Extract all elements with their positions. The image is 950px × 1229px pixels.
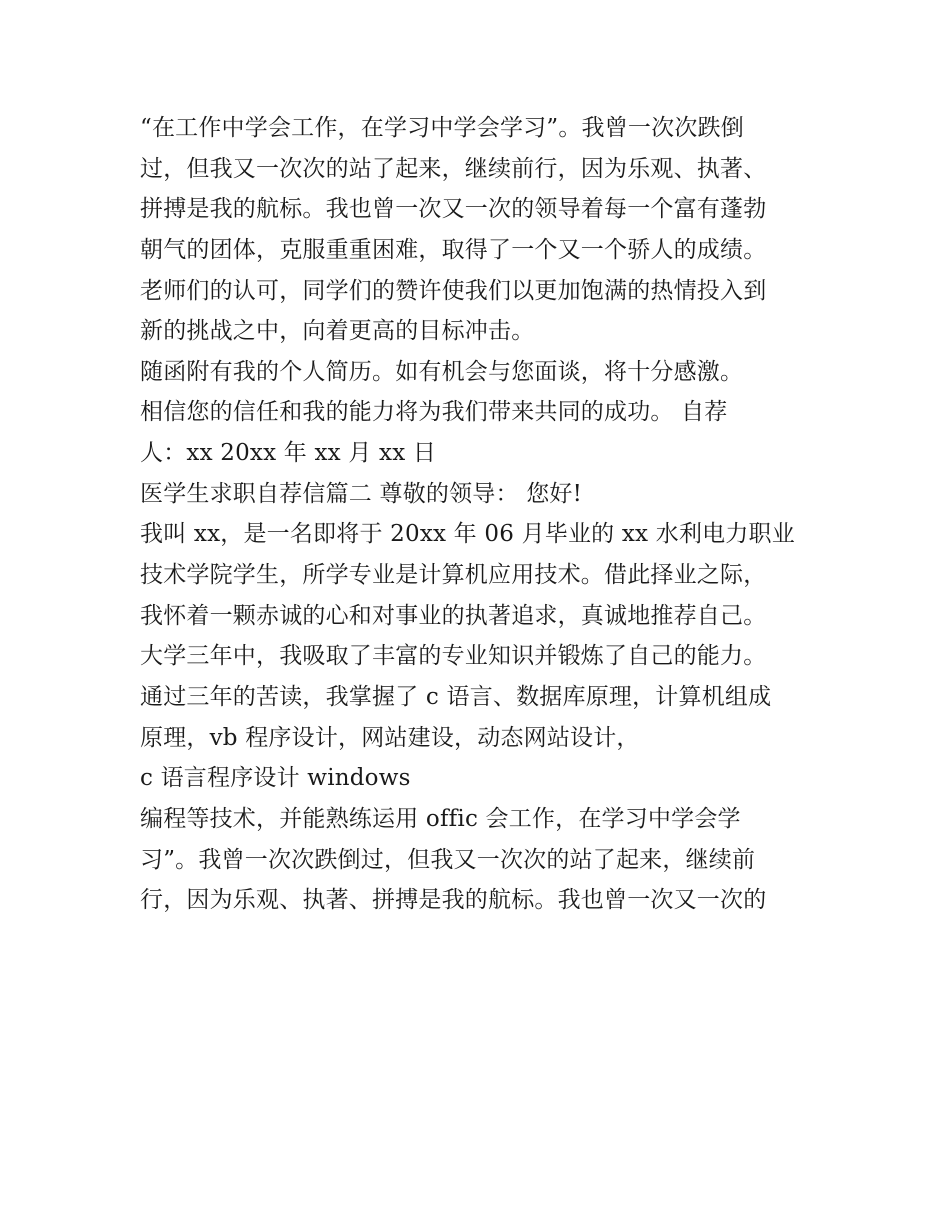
text-line: 随函附有我的个人简历。如有机会与您面谈，将十分感激。 [140, 358, 744, 385]
text-line: 技术学院学生，所学专业是计算机应用技术。借此择业之际， [140, 562, 767, 589]
text-line: 行，因为乐观、执著、拼搏是我的航标。我也曾一次又一次的 [140, 887, 767, 914]
signature-date-line: 人：xx 20xx 年 xx 月 xx 日 [140, 440, 437, 467]
text-line: 过，但我又一次次的站了起来，继续前行，因为乐观、执著、 [140, 155, 767, 182]
text-line: 原理，vb 程序设计，网站建设，动态网站设计， [140, 724, 640, 751]
letter-body [140, 108, 840, 921]
text-line: 我叫 xx，是一名即将于 20xx 年 06 月毕业的 xx 水利电力职业 [140, 521, 795, 548]
text-line: 大学三年中，我吸取了丰富的专业知识并锻炼了自己的能力。 [140, 643, 767, 670]
text-line: 我怀着一颗赤诚的心和对事业的执著追求，真诚地推荐自己。 [140, 602, 767, 629]
text-line: 相信您的信任和我的能力将为我们带来共同的成功。 自荐 [140, 399, 728, 426]
text-line: 通过三年的苦读，我掌握了 c 语言、数据库原理，计算机组成 [140, 683, 772, 710]
text-line: 朝气的团体，克服重重困难，取得了一个又一个骄人的成绩。 [140, 236, 767, 263]
text-line: 新的挑战之中，向着更高的目标冲击。 [140, 318, 535, 345]
text-line: 老师们的认可，同学们的赞许使我们以更加饱满的热情投入到 [140, 277, 767, 304]
text-line: 编程等技术，并能熟练运用 offic 会工作，在学习中学会学 [140, 805, 741, 832]
text-line: 拼搏是我的航标。我也曾一次又一次的领导着每一个富有蓬勃 [140, 196, 767, 223]
text-line: 习”。我曾一次次跌倒过，但我又一次次的站了起来，继续前 [140, 846, 756, 873]
text-line: c 语言程序设计 windows [140, 765, 411, 792]
section-heading-line: 医学生求职自荐信篇二 尊敬的领导： 您好! [140, 480, 583, 507]
text-line: “在工作中学会工作，在学习中学会学习”。我曾一次次跌倒 [140, 115, 744, 141]
